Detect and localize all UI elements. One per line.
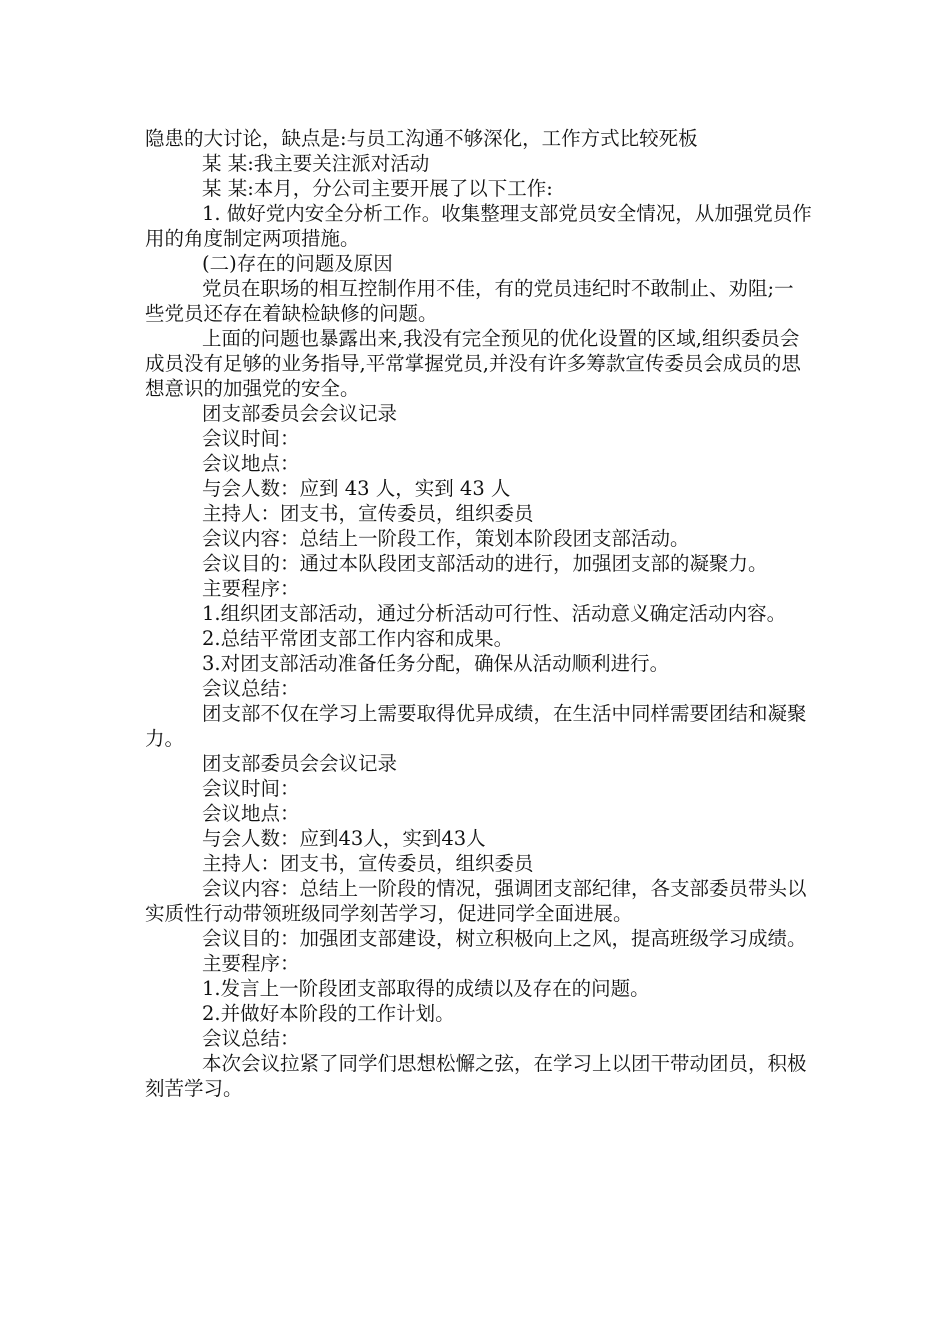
paragraph: 与会人数：应到 43 人，实到 43 人 [202,477,511,500]
paragraph: 主要程序： [202,577,300,600]
paragraph: 会议地点： [202,452,300,475]
paragraph: 3.对团支部活动准备任务分配，确保从活动顺利进行。 [202,652,670,675]
paragraph: 本次会议拉紧了同学们思想松懈之弦，在学习上以团干带动团员，积极刻苦学习。 [145,1052,807,1100]
paragraph: 1.发言上一阶段团支部取得的成绩以及存在的问题。 [202,977,650,1000]
paragraph: (二)存在的问题及原因 [202,252,393,275]
paragraph: 上面的问题也暴露出来,我没有完全预见的优化设置的区域,组织委员会成员没有足够的业务指导,平常掌握党员,并没有许多筹款宣传委员会成员的思想意识的加强党的安全。 [145,327,801,400]
paragraph: 会议时间： [202,427,300,450]
paragraph: 党员在职场的相互控制作用不佳，有的党员违纪时不敢制止、劝阻;一些党员还存在着缺检缺修的问题。 [145,277,794,325]
paragraph: 1. 做好党内安全分析工作。收集整理支部党员安全情况，从加强党员作用的角度制定两项措施。 [145,202,812,250]
paragraph: 会议地点： [202,802,300,825]
paragraph: 1.组织团支部活动，通过分析活动可行性、活动意义确定活动内容。 [202,602,787,625]
paragraph: 团支部委员会会议记录 [202,402,398,425]
paragraph: 2.总结平常团支部工作内容和成果。 [202,627,514,650]
paragraph: 某 某:本月，分公司主要开展了以下工作: [202,177,553,200]
paragraph: 主要程序： [202,952,300,975]
document-body [145,126,813,1101]
paragraph: 与会人数：应到43人，实到43人 [202,827,486,850]
paragraph: 2.并做好本阶段的工作计划。 [202,1002,455,1025]
paragraph: 隐患的大讨论，缺点是:与员工沟通不够深化，工作方式比较死板 [145,127,698,150]
paragraph: 主持人：团支书，宣传委员，组织委员 [202,852,534,875]
paragraph: 团支部不仅在学习上需要取得优异成绩，在生活中同样需要团结和凝聚力。 [145,702,807,750]
paragraph: 会议内容：总结上一阶段工作，策划本阶段团支部活动。 [202,527,690,550]
paragraph: 会议目的：通过本队段团支部活动的进行，加强团支部的凝聚力。 [202,552,768,575]
paragraph: 会议总结： [202,1027,300,1050]
paragraph: 会议总结： [202,677,300,700]
paragraph: 会议目的：加强团支部建设，树立积极向上之风，提高班级学习成绩。 [202,927,807,950]
paragraph: 某 某:我主要关注派对活动 [202,152,430,175]
paragraph: 会议内容：总结上一阶段的情况，强调团支部纪律，各支部委员带头以实质性行动带领班级同学刻苦学习，促进同学全面进展。 [145,877,807,925]
paragraph: 会议时间： [202,777,300,800]
paragraph: 团支部委员会会议记录 [202,752,398,775]
paragraph: 主持人：团支书，宣传委员，组织委员 [202,502,534,525]
